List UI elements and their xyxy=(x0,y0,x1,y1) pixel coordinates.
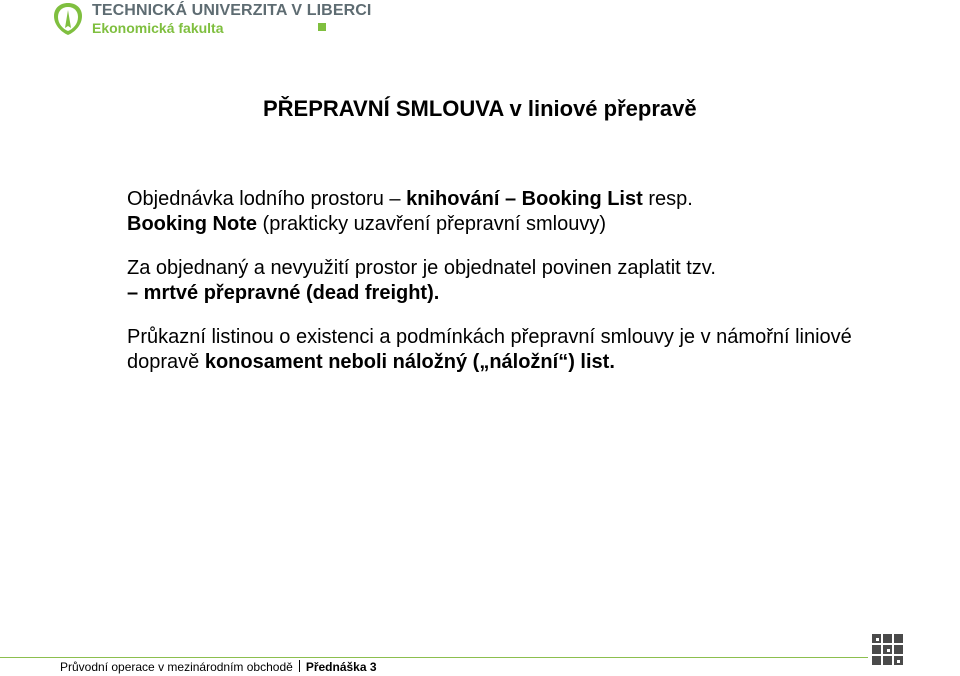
faculty-name: Ekonomická fakulta xyxy=(92,20,224,36)
p2-text-1: Za objednaný a nevyužití prostor je objednatel povinen zaplatit tzv. xyxy=(127,257,716,279)
paragraph-dead-freight xyxy=(127,256,867,306)
p1-text-2: resp. xyxy=(642,188,693,210)
footer-separator xyxy=(299,660,300,672)
p2-bold-1: – mrtvé přepravné (dead freight). xyxy=(127,282,440,304)
tul-shield-logo-icon xyxy=(52,2,84,36)
footer-course: Průvodní operace v mezinárodním obchodě xyxy=(60,660,293,674)
slide-title: PŘEPRAVNÍ SMLOUVA v liniové přepravě xyxy=(263,96,697,121)
p1-bold-1: knihování – Booking List xyxy=(406,188,643,210)
p1-bold-2: Booking Note xyxy=(127,213,257,235)
p3-text-1: Průkazní listinou o existenci a podmínkách přepravní smlouvy je v námořní liniové dopravě xyxy=(127,326,852,373)
paragraph-bill-of-lading xyxy=(127,325,877,375)
grid-logo-icon xyxy=(872,634,904,670)
footer xyxy=(60,660,377,674)
paragraph-booking xyxy=(127,187,827,237)
footer-divider xyxy=(0,657,868,658)
footer-lecture: Přednáška 3 xyxy=(305,660,377,674)
p1-text-3: (prakticky uzavření přepravní smlouvy) xyxy=(257,213,607,235)
header-accent-square xyxy=(318,23,326,31)
p1-text-1: Objednávka lodního prostoru – xyxy=(127,188,407,210)
university-name: TECHNICKÁ UNIVERZITA V LIBERCI xyxy=(92,2,372,19)
p3-bold-1: konosament neboli náložný („náložní“) list. xyxy=(204,351,615,373)
